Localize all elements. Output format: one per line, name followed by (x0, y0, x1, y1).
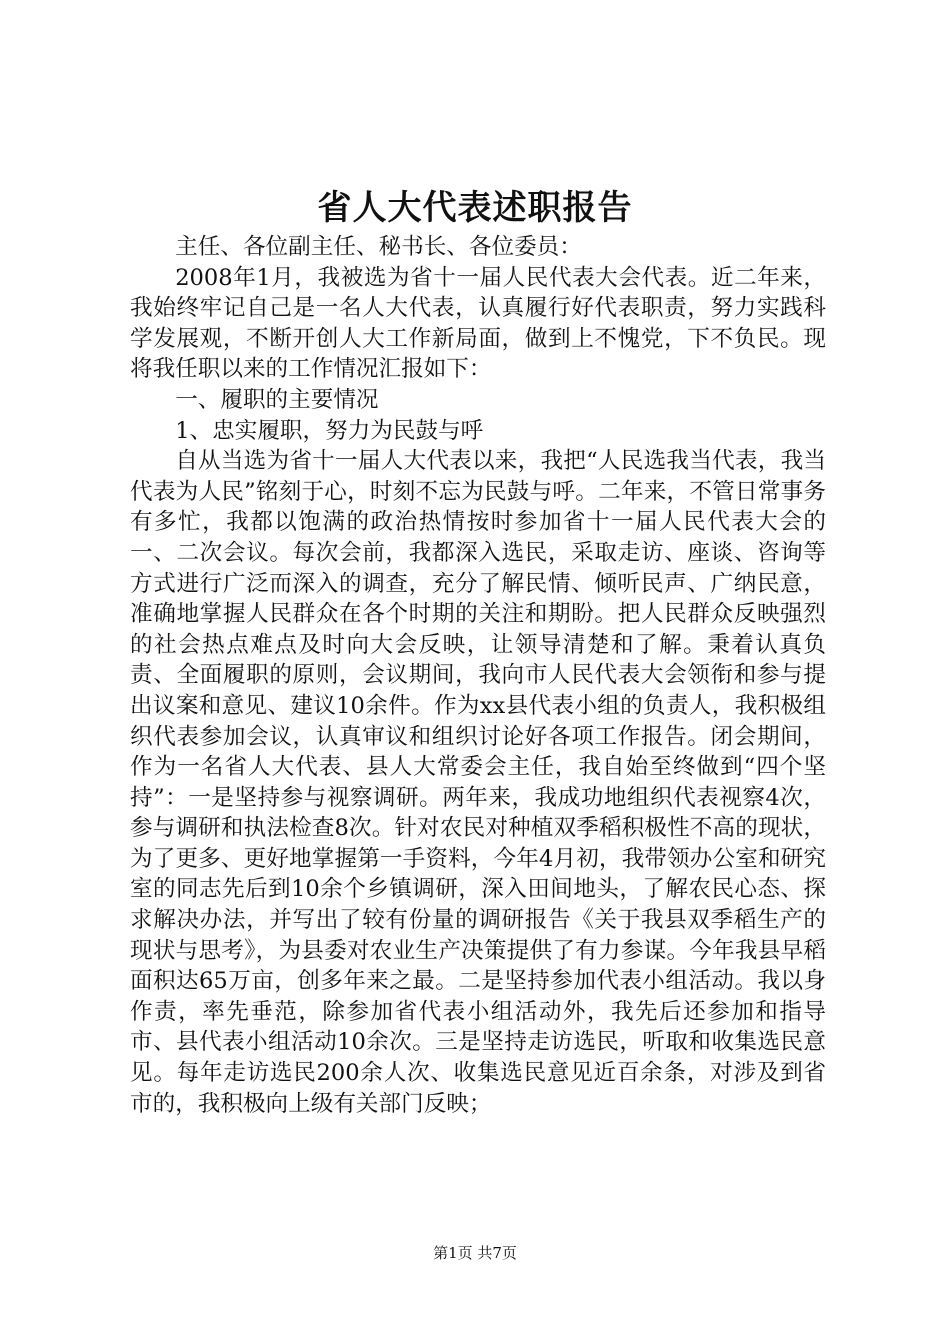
subsection-heading: 1、忠实履职，努力为民鼓与呼 (175, 417, 484, 444)
salutation: 主任、各位副主任、秘书长、各位委员： (175, 234, 582, 260)
intro-paragraph: 2008年1月，我被选为省十一届人民代表大会代表。近二年来，我始终牢记自己是一名人大代表，认真履行好代表职责，努力实践科学发展观，不断开创人大工作新局面，做到上不愧党，下不负民。现将我任职以来的工作情况汇报如下： (130, 264, 826, 383)
section-heading: 一、履职的主要情况 (175, 386, 379, 413)
body-paragraph: 自从当选为省十一届人大代表以来，我把“人民选我当代表，我当代表为人民”铭刻于心，时刻不忘为民鼓与呼。二年来，不管日常事务有多忙，我都以饱满的政治热情按时参加省十一届人民代表大会的一、二次会议。每次会前，我都深入选民，采取走访、座谈、咨询等方式进行广泛而深入的调查，充分了解民情、倾听民声、广纳民意，准确地掌握人民群众在各个时期的关注和期盼。把人民群众反映强烈的社会热点难点及时向大会反映，让领导清楚和了解。秉着认真负责、全面履职的原则，会议期间，我向市人民代表大会领衔和参与提出议案和意见、建议10余件。作为xx县代表小组的负责人，我积极组织代表参加会议，认真审议和组织讨论好各项工作报告。闭会期间，作为一名省人大代表、县人大常委会主任，我自始至终做到“四个坚持”：一是坚持参与视察调研。两年来，我成功地组织代表视察4次，参与调研和执法检查8次。针对农民对种植双季稻积极性不高的现状，为了更多、更好地掌握第一手资料，今年4月初，我带领办公室和研究室的同志先后到10余个乡镇调研，深入田间地头，了解农民心态、探求解决办法，并写出了较有份量的调研报告《关于我县双季稻生产的现状与思考》，为县委对农业生产决策提供了有力参谋。今年我县早稻面积达65万亩，创多年来之最。二是坚持参加代表小组活动。我以身作责，率先垂范，除参加省代表小组活动外，我先后还参加和指导市、县代表小组活动10余次。三是坚持走访选民，听取和收集选民意见。每年走访选民200余人次、收集选民意见近百余条，对涉及到省市的，我积极向上级有关部门反映； (130, 448, 826, 1117)
page-footer: 第1页 共7页 (433, 1244, 517, 1262)
document-title: 省人大代表述职报告 (317, 188, 633, 228)
document-body (130, 232, 826, 1119)
